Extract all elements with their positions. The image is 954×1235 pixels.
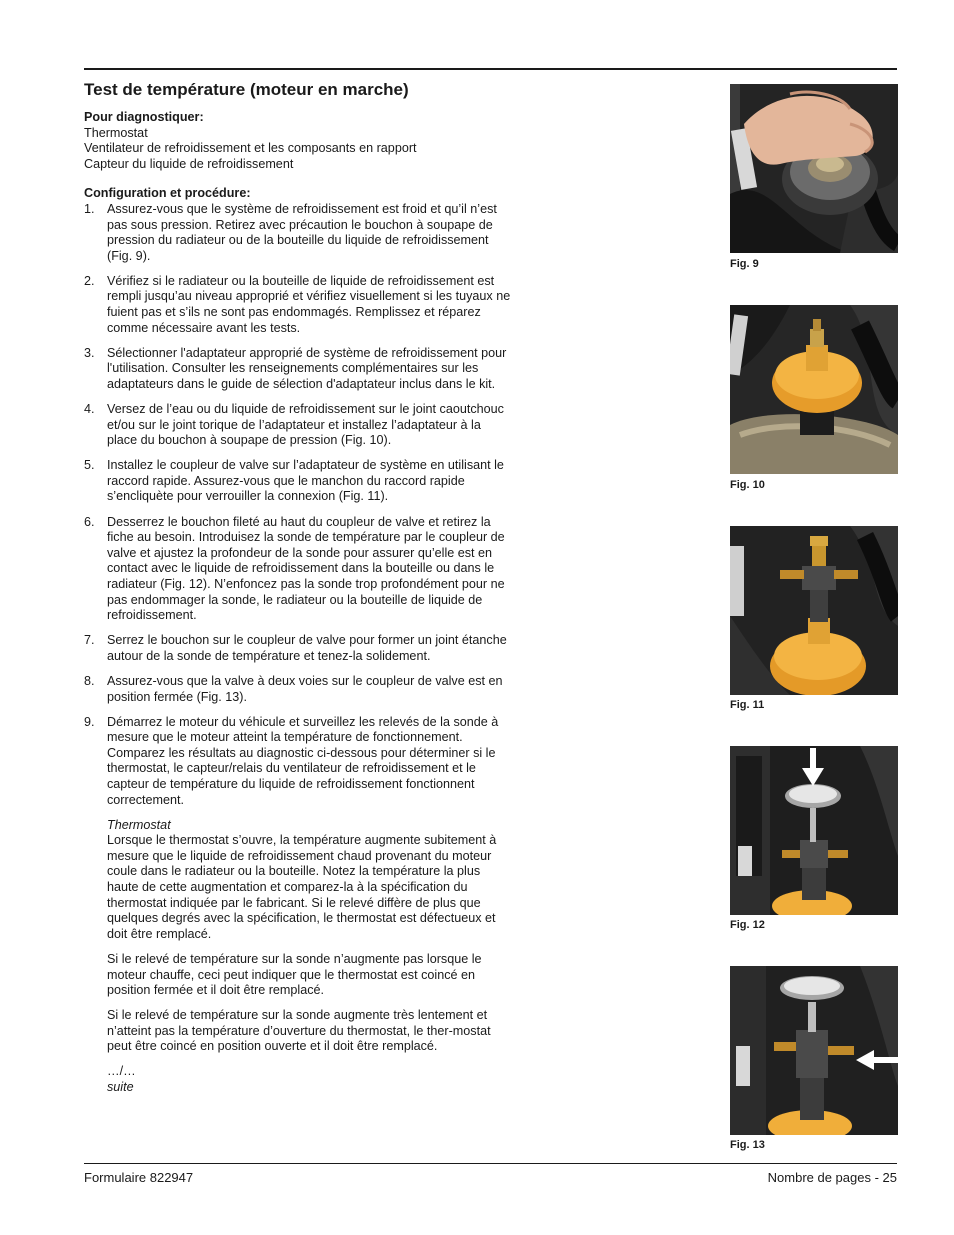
diagnose-item: Ventilateur de refroidissement et les composants en rapport (84, 141, 417, 156)
figure-10-caption: Fig. 10 (730, 479, 765, 491)
step-number: 7. (84, 633, 95, 648)
figure-11-photo (730, 526, 898, 695)
page-title: Test de température (moteur en marche) (84, 80, 409, 99)
step-number: 9. (84, 714, 95, 729)
step-text: Assurez-vous que le système de refroidissement est froid et qu’il n’est pas sous pression. Retirez avec précaution le bouchon à soupape de pression du radiateur ou de la bouteille du liquide de refroidissement (Fig. 9). (107, 201, 497, 263)
step-text: Versez de l’eau ou du liquide de refroidissement sur le joint caoutchouc et/ou sur le joint torique de l’adaptateur et installez l’adaptateur à la place du bouchon à soupape de pression (Fig. 10). (107, 402, 504, 448)
continued-note (84, 1064, 514, 1095)
procedure-step (84, 458, 514, 505)
thermostat-paragraph: Si le relevé de température sur la sonde augmente très lentement et n’atteint pas la température d’ouverture du thermostat, le ther-mostat peut être coincé en position ouverte et il doit être remplacé. (107, 1008, 491, 1054)
procedure-steps (84, 202, 514, 808)
continued-label: suite (107, 1080, 134, 1095)
step-number: 4. (84, 402, 95, 416)
continued-ellipsis: …/… (107, 1064, 136, 1079)
text-column (84, 110, 514, 1096)
step-number: 6. (84, 514, 95, 529)
thermostat-section (84, 818, 514, 943)
figure-9-caption: Fig. 9 (730, 258, 759, 270)
step-text: Desserrez le bouchon fileté au haut du coupleur de valve et retirez la fiche au besoin. Introduisez la sonde de température par le coupleur de valve et ajustez la profondeur de la sonde pour assurer qu’elle est en contact avec le liquide de refroidissement dans la bouteille ou dans le radiateur (Fig. 12). N’enfoncez pas la sonde trop profondément pour ne pas endommager la sonde, le radiateur ou la bouteille de liquide de refroidissement. (107, 514, 505, 623)
bottom-rule (84, 1163, 897, 1164)
figure-11-caption: Fig. 11 (730, 699, 765, 711)
step-number: 3. (84, 345, 95, 360)
figure-12-photo (730, 746, 898, 915)
step-text: Vérifiez si le radiateur ou la bouteille de liquide de refroidissement est rempli jusqu’au niveau approprié et vérifiez visuellement si les tuyaux ne fuient pas et s’ils ne sont pas endommagés. Remplissez et réparez comme nécessaire avant les tests. (107, 273, 511, 335)
thermostat-paragraph: Si le relevé de température sur la sonde n’augmente pas lorsque le moteur chauffe, ceci peut indiquer que le thermostat est coincé en position fermée et il doit être remplacé. (107, 951, 482, 998)
step-text: Serrez le bouchon sur le coupleur de valve pour former un joint étanche autour de la sonde de température et tenez-la solidement. (107, 633, 507, 663)
step-number: 5. (84, 458, 95, 473)
procedure-heading: Configuration et procédure: (84, 186, 251, 201)
thermostat-paragraph: Lorsque le thermostat s’ouvre, la température augmente subitement à mesure que le liquide de refroidissement chaud provenant du moteur coule dans le radiateur ou la bouteille. Notez la température la plus haute de cette augmentation et comparez-la à la spécification du thermostat indiquée par le fabricant. Si le relevé diffère de plus que quelques degrés avec la spécification, le thermostat est défectueux et doit être remplacé. (107, 833, 497, 941)
page-number: Nombre de pages - 25 (767, 1170, 897, 1185)
diagnose-item: Thermostat (84, 125, 148, 140)
thermostat-heading: Thermostat (107, 817, 171, 832)
step-text: Installez le coupleur de valve sur l’adaptateur de système en utilisant le raccord rapide. Assurez-vous que le manchon du raccord rapide s’encliquète pour verrouiller la connexion (Fig. 11). (107, 458, 504, 504)
step-number: 1. (84, 201, 95, 216)
top-rule (84, 68, 897, 70)
procedure-step (84, 274, 514, 336)
procedure-step (84, 674, 514, 705)
step-number: 8. (84, 673, 95, 688)
figure-10-photo (730, 305, 898, 474)
diagnose-item: Capteur du liquide de refroidissement (84, 156, 294, 171)
procedure-step (84, 633, 514, 664)
figure-13-caption: Fig. 13 (730, 1139, 765, 1151)
procedure-step (84, 715, 514, 809)
procedure-step (84, 402, 514, 449)
procedure-step (84, 346, 514, 393)
figure-12-caption: Fig. 12 (730, 919, 765, 931)
step-text: Assurez-vous que la valve à deux voies sur le coupleur de valve est en position fermée (Fig. 13). (107, 673, 503, 704)
procedure-step (84, 202, 514, 264)
step-text: Démarrez le moteur du véhicule et surveillez les relevés de la sonde à mesure que le moteur atteint la température de fonctionnement. Comparez les résultats au diagnostic ci-dessous pour déterminer si le thermostat, le capteur/relais du ventilateur de refroidissement et le capteur de température du liquide de refroidissement fonctionnent correctement. (107, 714, 499, 807)
procedure-step (84, 515, 514, 624)
step-number: 2. (84, 273, 95, 288)
figure-9-photo (730, 84, 898, 253)
step-text: Sélectionner l'adaptateur approprié de système de refroidissement pour l'utilisation. Consulter les renseignements complémentaires sur les adaptateurs dans le guide de sélection d'adaptateur inclus dans le kit. (107, 345, 507, 391)
form-number: Formulaire 822947 (84, 1170, 194, 1185)
figure-13-photo (730, 966, 898, 1135)
diagnose-heading: Pour diagnostiquer: (84, 110, 204, 124)
